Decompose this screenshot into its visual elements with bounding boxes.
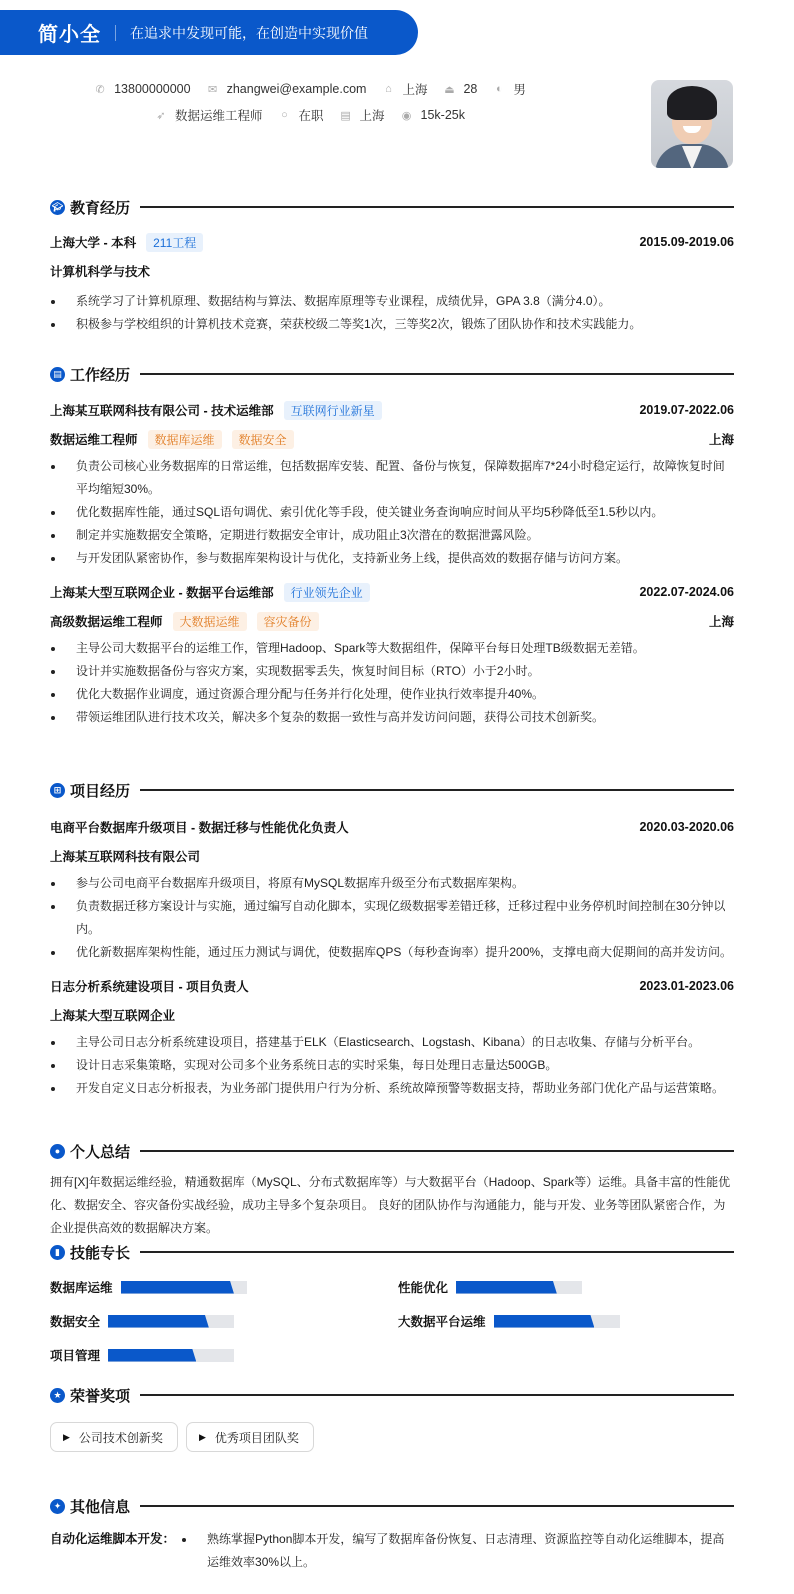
- award-label: 公司技术创新奖: [78, 1430, 163, 1445]
- list-item: 设计并实施数据备份与容灾方案，实现数据零丢失，恢复时间目标（RTO）小于2小时。: [50, 660, 734, 683]
- section-title: 技能专长: [70, 1244, 131, 1262]
- info-icon: ✦: [50, 1499, 65, 1514]
- user-icon: ●: [50, 1144, 65, 1159]
- skills-grid: [50, 1276, 734, 1366]
- job-2-position-row: [50, 610, 734, 632]
- gender-item: [493, 80, 526, 98]
- summary-header: [50, 1140, 734, 1162]
- project-company: 上海某大型互联网企业: [50, 1009, 176, 1023]
- other-header: [50, 1495, 734, 1517]
- education-row: [50, 231, 734, 253]
- award-label: 优秀项目团队奖: [214, 1430, 299, 1445]
- skill-bar-fill: [108, 1349, 196, 1362]
- skill-tag: 数据库运维: [148, 430, 222, 449]
- grid-icon: ⊞: [50, 783, 65, 798]
- skill-bar: [108, 1349, 234, 1362]
- job-date: 2019.07-2022.06: [639, 403, 734, 417]
- section-divider: [140, 1251, 734, 1253]
- phone-value: 13800000000: [114, 82, 191, 96]
- email-item: [207, 82, 367, 96]
- job-1-position-row: [50, 428, 734, 450]
- salary-item: [401, 108, 465, 122]
- project-company: 上海某互联网科技有限公司: [50, 850, 201, 864]
- list-item: 主导公司日志分析系统建设项目，搭建基于ELK（Elasticsearch、Logstash、Kibana）的日志收集、存储与分析平台。: [50, 1031, 734, 1054]
- job-status-value: 在职: [298, 109, 324, 123]
- section-title: 荣誉奖项: [70, 1387, 131, 1405]
- projects-section: [50, 779, 734, 1100]
- list-item: 负责公司核心业务数据库的日常运维，包括数据库安装、配置、备份与恢复，保障数据库7*24小时稳定运行，故障恢复时间平均缩短30%。: [50, 455, 734, 501]
- job-status-item: [279, 106, 324, 124]
- skill-bar: [456, 1281, 582, 1294]
- section-divider: [140, 1505, 734, 1507]
- education-section: [50, 196, 734, 336]
- project-2-title-row: [50, 975, 734, 997]
- awards-section: [50, 1384, 734, 1452]
- contact-row-1: [0, 78, 620, 100]
- list-item: 优化数据库性能，通过SQL语句调优、索引优化等手段，使关键业务查询响应时间从平均5秒降低至1.5秒以内。: [50, 501, 734, 524]
- project-name: 电商平台数据库升级项目 - 数据迁移与性能优化负责人: [50, 821, 349, 835]
- skill-bar-fill: [494, 1315, 595, 1328]
- award-chip: [50, 1422, 178, 1452]
- other-item: [50, 1528, 734, 1574]
- triangle-right-icon: ▶: [63, 1431, 70, 1442]
- skill-item: [50, 1310, 398, 1332]
- school-tag: 211工程: [146, 233, 203, 252]
- work-section: [50, 363, 734, 729]
- graduation-cap-icon: 🎓︎: [50, 200, 65, 215]
- target-city-item: [340, 106, 385, 124]
- list-item: 优化大数据作业调度，通过资源合理分配与任务并行化处理，使作业执行效率提升40%。: [50, 683, 734, 706]
- job-location: 上海: [708, 615, 734, 629]
- project-name: 日志分析系统建设项目 - 项目负责人: [50, 980, 249, 994]
- bar-chart-icon: ▮: [50, 1245, 65, 1260]
- project-1-title-row: [50, 816, 734, 838]
- contact-row-2: [0, 104, 620, 126]
- city-item: [382, 80, 427, 98]
- skill-item: [398, 1310, 734, 1332]
- project-2-company-row: [50, 1004, 734, 1026]
- salary-value: 15k-25k: [420, 108, 466, 122]
- list-item: 负责数据迁移方案设计与实施，通过编写自动化脚本，实现亿级数据零差错迁移，迁移过程中业务停机时间控制在30分钟以内。: [50, 895, 734, 941]
- phone-icon: ✆: [95, 83, 105, 96]
- award-icon: ★: [50, 1388, 65, 1403]
- avatar: [651, 80, 733, 168]
- status-icon: ○: [281, 109, 288, 121]
- awards-list: [50, 1422, 734, 1452]
- company-name: 上海某互联网科技有限公司 - 技术运维部: [50, 404, 274, 418]
- banner-divider: [115, 25, 116, 41]
- skill-name: 性能优化: [398, 1281, 449, 1295]
- position: 数据运维工程师: [50, 433, 138, 447]
- skill-name: 大数据平台运维: [398, 1315, 486, 1329]
- section-divider: [140, 789, 734, 791]
- section-divider: [140, 206, 734, 208]
- list-item: 积极参与学校组织的计算机技术竞赛，荣获校级二等奖1次，三等奖2次，锻炼了团队协作和技术实践能力。: [50, 313, 734, 336]
- awards-header: [50, 1384, 734, 1406]
- major-row: [50, 260, 734, 282]
- major: 计算机科学与技术: [50, 265, 151, 279]
- skill-bar: [108, 1315, 234, 1328]
- section-divider: [140, 373, 734, 375]
- age-icon: ⏏: [444, 83, 455, 96]
- projects-header: [50, 779, 734, 801]
- list-item: 制定并实施数据安全策略，定期进行数据安全审计，成功阻止3次潜在的数据泄露风险。: [50, 524, 734, 547]
- job-location: 上海: [708, 433, 734, 447]
- list-item: 带领运维团队进行技术攻关，解决多个复杂的数据一致性与高并发访问问题，获得公司技术创新奖。: [50, 706, 734, 729]
- list-item: 优化新数据库架构性能，通过压力测试与调优，使数据库QPS（每秒查询率）提升200%，支撑电商大促期间的高并发访问。: [50, 941, 734, 964]
- list-item: 与开发团队紧密协作，参与数据库架构设计与优化，支持新业务上线，提供高效的数据存储与访问方案。: [50, 547, 734, 570]
- triangle-right-icon: ▶: [198, 1431, 206, 1442]
- list-item: 开发自定义日志分析报表，为业务部门提供用户行为分析、系统故障预警等数据支持，帮助业务部门优化产品与运营策略。: [50, 1077, 734, 1100]
- phone-item: [94, 82, 190, 96]
- skills-header: [50, 1241, 734, 1263]
- briefcase-icon: ▤: [50, 367, 65, 382]
- company-name: 上海某大型互联网企业 - 数据平台运维部: [50, 586, 274, 600]
- job-1-bullets: [50, 455, 734, 570]
- project-1-bullets: [50, 872, 734, 964]
- section-title: 个人总结: [70, 1143, 131, 1161]
- list-item: 系统学习了计算机原理、数据结构与算法、数据库原理等专业课程，成绩优异，GPA 3.8（满分4.0）。: [50, 290, 734, 313]
- summary-section: [50, 1140, 734, 1240]
- education-header: [50, 196, 734, 218]
- skill-item: [398, 1276, 734, 1298]
- contact-info: [0, 78, 620, 130]
- project-2-bullets: [50, 1031, 734, 1100]
- position: 高级数据运维工程师: [50, 615, 163, 629]
- work-header: [50, 363, 734, 385]
- other-bullets: [181, 1528, 734, 1574]
- project-date: 2020.03-2020.06: [639, 820, 734, 834]
- age-item: [443, 82, 477, 96]
- job-2-company-row: [50, 581, 734, 603]
- salary-icon: ◉: [401, 109, 412, 122]
- list-item: 熟练掌握Python脚本开发，编写了数据库备份恢复、日志清理、资源监控等自动化运维脚本，提高运维效率30%以上。: [181, 1528, 734, 1574]
- age-value: 28: [463, 82, 478, 96]
- company-tag: 互联网行业新星: [284, 401, 382, 420]
- skill-name: 数据库运维: [50, 1281, 113, 1295]
- project-date: 2023.01-2023.06: [639, 979, 734, 993]
- skill-tag: 大数据运维: [173, 612, 247, 631]
- target-position-value: 数据运维工程师: [174, 109, 263, 123]
- header-banner: [0, 10, 418, 55]
- award-chip: [186, 1422, 314, 1452]
- email-value: zhangwei@example.com: [226, 82, 367, 96]
- target-position-item: [155, 106, 263, 124]
- candidate-name: 简小全: [38, 24, 101, 46]
- skill-tag: 容灾备份: [257, 612, 319, 631]
- skill-name: 数据安全: [50, 1315, 101, 1329]
- skill-tag: 数据安全: [232, 430, 294, 449]
- job-date: 2022.07-2024.06: [639, 585, 734, 599]
- job-2-bullets: [50, 637, 734, 729]
- other-label: 自动化运维脚本开发：: [50, 1532, 176, 1546]
- project-1-company-row: [50, 845, 734, 867]
- gender-value: 男: [513, 83, 526, 97]
- company-tag: 行业领先企业: [284, 583, 370, 602]
- skills-section: [50, 1241, 734, 1366]
- building-icon: ▤: [340, 109, 351, 122]
- target-city-value: 上海: [359, 109, 385, 123]
- list-item: 设计日志采集策略，实现对公司多个业务系统日志的实时采集，每日处理日志量达500GB。: [50, 1054, 734, 1077]
- skill-bar: [121, 1281, 247, 1294]
- section-title: 项目经历: [70, 782, 131, 800]
- skill-bar-fill: [456, 1281, 557, 1294]
- skill-bar: [494, 1315, 620, 1328]
- skill-item: [50, 1276, 398, 1298]
- home-icon: ⌂: [385, 83, 392, 95]
- education-date: 2015.09-2019.06: [639, 235, 734, 249]
- section-title: 其他信息: [70, 1498, 131, 1516]
- summary-text: 拥有[X]年数据运维经验，精通数据库（MySQL、分布式数据库等）与大数据平台（Hadoop、Spark等）运维。具备丰富的性能优化、数据安全、容灾备份实战经验，成功主导多个复杂项目。 良好的团队协作与沟通能力，能与开发、业务等团队紧密合作，为企业提供高效的数据解决方案。: [50, 1175, 731, 1235]
- section-divider: [140, 1394, 734, 1396]
- city-value: 上海: [402, 83, 428, 97]
- school-name: 上海大学 - 本科: [50, 236, 137, 250]
- section-title: 工作经历: [70, 366, 131, 384]
- mail-icon: ✉: [207, 83, 218, 96]
- section-divider: [140, 1150, 734, 1152]
- skill-name: 项目管理: [50, 1349, 101, 1363]
- other-section: [50, 1495, 734, 1574]
- job-1-company-row: [50, 399, 734, 421]
- motto: 在追求中发现可能，在创造中实现价值: [130, 24, 368, 41]
- section-title: 教育经历: [70, 199, 131, 217]
- gender-icon: ◐: [496, 83, 503, 95]
- skill-bar-fill: [121, 1281, 234, 1294]
- education-bullets: [50, 290, 734, 336]
- send-icon: ➶: [156, 109, 166, 122]
- list-item: 参与公司电商平台数据库升级项目，将原有MySQL数据库升级至分布式数据库架构。: [50, 872, 734, 895]
- skill-bar-fill: [108, 1315, 209, 1328]
- skill-item: [50, 1344, 398, 1366]
- list-item: 主导公司大数据平台的运维工作，管理Hadoop、Spark等大数据组件，保障平台每日处理TB级数据无差错。: [50, 637, 734, 660]
